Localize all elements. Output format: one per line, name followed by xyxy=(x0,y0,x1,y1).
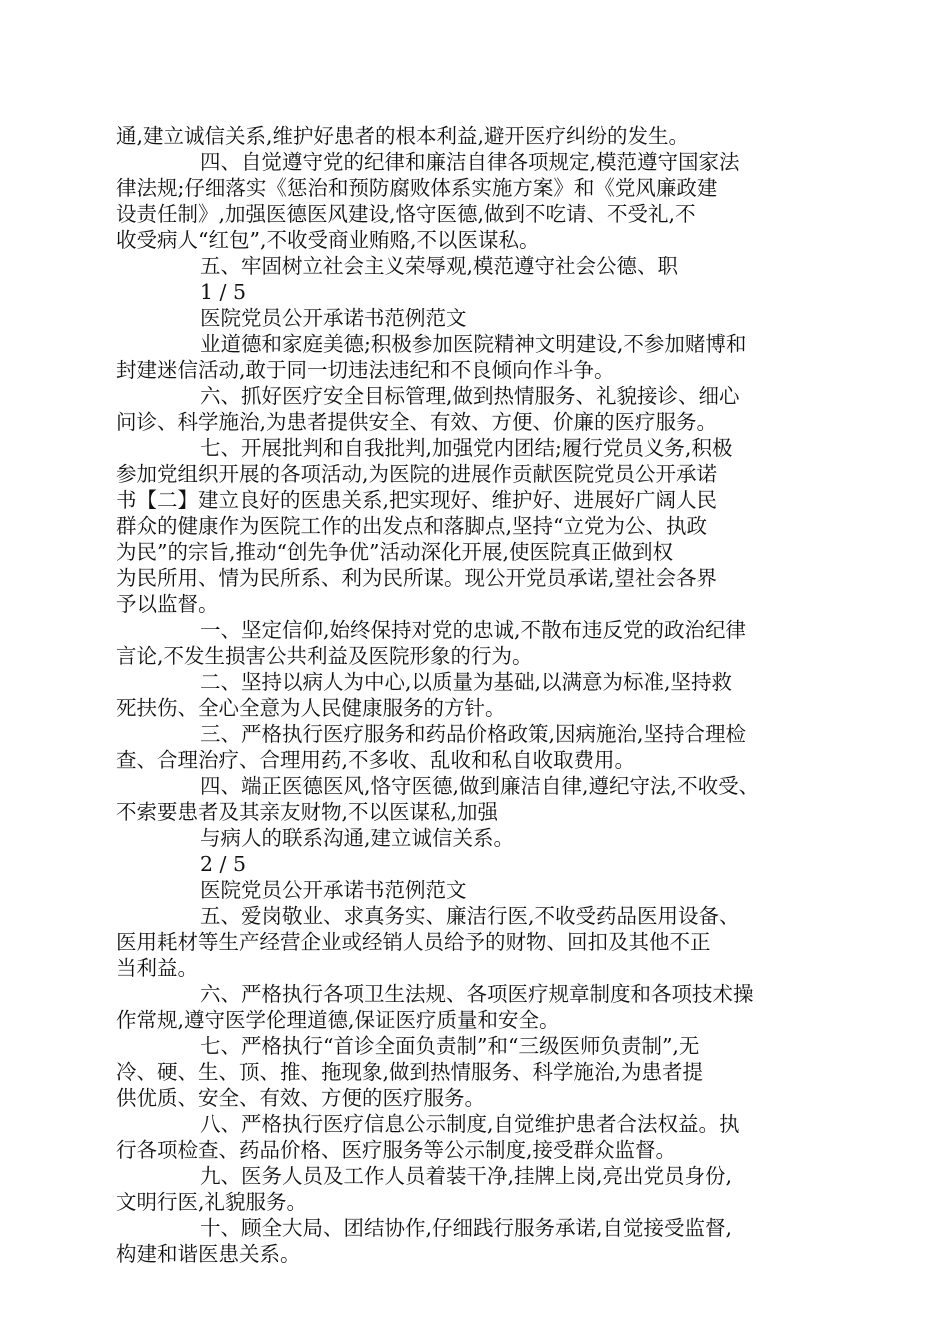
text-line: 通,建立诚信关系,维护好患者的根本利益,避开医疗纠纷的发生。 xyxy=(116,124,690,148)
text-line: 一、坚定信仰,始终保持对党的忠诚,不散布违反党的政治纪律 xyxy=(200,618,747,642)
text-line: 医院党员公开承诺书范例范文 xyxy=(200,306,467,330)
text-line: 群众的健康作为医院工作的出发点和落脚点,坚持“立党为公、执政 xyxy=(116,514,707,538)
text-line: 四、自觉遵守党的纪律和廉洁自律各项规定,模范遵守国家法 xyxy=(200,150,740,174)
text-line: 死扶伤、全心全意为人民健康服务的方针。 xyxy=(116,696,506,720)
text-line: 为民所用、情为民所系、利为民所谋。现公开党员承诺,望社会各界 xyxy=(116,566,718,590)
text-line: 二、坚持以病人为中心,以质量为基础,以满意为标准,坚持救 xyxy=(200,670,733,694)
text-line: 四、端正医德医风,恪守医德,做到廉洁自律,遵纪守法,不收受、 xyxy=(200,774,760,798)
text-line: 1 / 5 xyxy=(200,280,247,304)
text-line: 业道德和家庭美德;积极参加医院精神文明建设,不参加赌博和 xyxy=(200,332,747,356)
text-line: 不索要患者及其亲友财物,不以医谋私,加强 xyxy=(116,800,499,824)
text-line: 五、爱岗敬业、求真务实、廉洁行医,不收受药品医用设备、 xyxy=(200,904,740,928)
text-line: 2 / 5 xyxy=(200,852,247,876)
text-line: 三、严格执行医疗服务和药品价格政策,因病施治,坚持合理检 xyxy=(200,722,747,746)
text-line: 与病人的联系沟通,建立诚信关系。 xyxy=(200,826,515,850)
text-line: 六、严格执行各项卫生法规、各项医疗规章制度和各项技术操 xyxy=(200,982,754,1006)
text-line: 封建迷信活动,敢于同一切违法违纪和不良倾向作斗争。 xyxy=(116,358,615,382)
text-line: 作常规,遵守医学伦理道德,保证医疗质量和安全。 xyxy=(116,1008,560,1032)
text-line: 九、医务人员及工作人员着装干净,挂牌上岗,亮出党员身份, xyxy=(200,1164,733,1188)
text-line: 六、抓好医疗安全目标管理,做到热情服务、礼貌接诊、细心 xyxy=(200,384,740,408)
text-line: 冷、硬、生、顶、推、拖现象,做到热情服务、科学施治,为患者提 xyxy=(116,1060,704,1084)
text-line: 十、顾全大局、团结协作,仔细践行服务承诺,自觉接受监督, xyxy=(200,1216,733,1240)
text-line: 文明行医,礼貌服务。 xyxy=(116,1190,308,1214)
text-line: 八、严格执行医疗信息公示制度,自觉维护患者合法权益。执 xyxy=(200,1112,740,1136)
text-line: 书【二】建立良好的医患关系,把实现好、维护好、进展好广阔人民 xyxy=(116,488,718,512)
text-line: 医用耗材等生产经营企业或经销人员给予的财物、回扣及其他不正 xyxy=(116,930,711,954)
text-line: 言论,不发生损害公共利益及医院形象的行为。 xyxy=(116,644,533,668)
text-line: 收受病人“红包”,不收受商业贿赂,不以医谋私。 xyxy=(116,228,540,252)
text-line: 律法规;仔细落实《惩治和预防腐败体系实施方案》和《党风廉政建 xyxy=(116,176,718,200)
text-line: 为民”的宗旨,推动“创先争优”活动深化开展,使医院真正做到权 xyxy=(116,540,673,564)
text-line: 医院党员公开承诺书范例范文 xyxy=(200,878,467,902)
text-line: 当利益。 xyxy=(116,956,198,980)
text-line: 行各项检查、药品价格、医疗服务等公示制度,接受群众监督。 xyxy=(116,1138,677,1162)
document-page xyxy=(116,123,828,1267)
text-line: 五、牢固树立社会主义荣辱观,模范遵守社会公德、职 xyxy=(200,254,679,278)
text-line: 供优质、安全、有效、方便的医疗服务。 xyxy=(116,1086,485,1110)
text-line: 七、严格执行“首诊全面负责制”和“三级医师负责制”,无 xyxy=(200,1034,700,1058)
text-line: 查、合理治疗、合理用药,不多收、乱收和私自收取费用。 xyxy=(116,748,636,772)
text-line: 参加党组织开展的各项活动,为医院的进展作贡献医院党员公开承诺 xyxy=(116,462,718,486)
text-line: 问诊、科学施治,为患者提供安全、有效、方便、价廉的医疗服务。 xyxy=(116,410,718,434)
text-line: 构建和谐医患关系。 xyxy=(116,1242,301,1266)
text-line: 七、开展批判和自我批判,加强党内团结;履行党员义务,积极 xyxy=(200,436,733,460)
text-line: 设责任制》,加强医德医风建设,恪守医德,做到不吃请、不受礼,不 xyxy=(116,202,696,226)
text-line: 予以监督。 xyxy=(116,592,219,616)
